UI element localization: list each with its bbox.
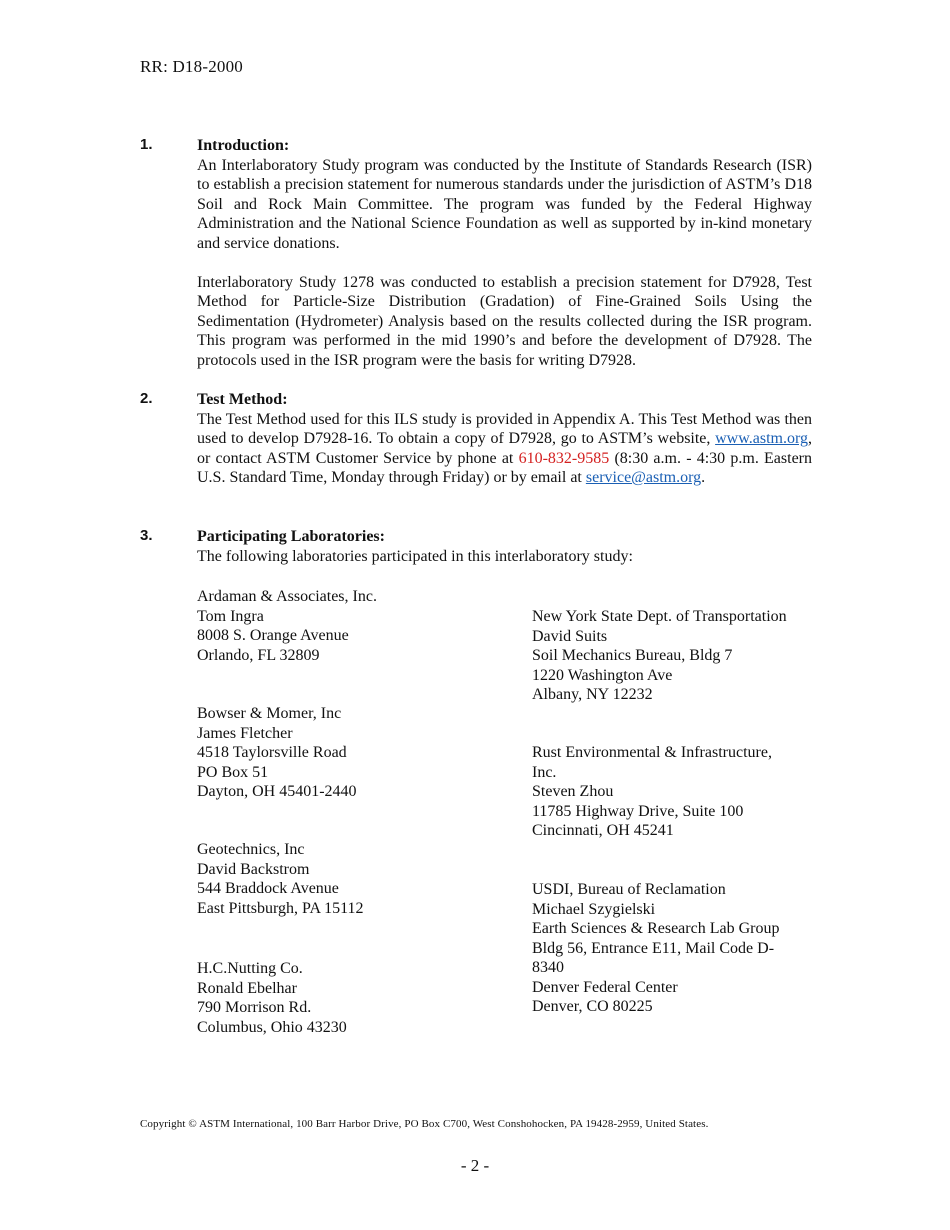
lab-department: Soil Mechanics Bureau, Bldg 7 — [532, 647, 733, 664]
section-test-method — [140, 390, 812, 488]
lab-city: East Pittsburgh, PA 15112 — [197, 899, 364, 917]
lab-contact: David Backstrom — [197, 860, 310, 878]
page-number: - 2 - — [460, 1156, 490, 1175]
lab-address: 4518 Taylorsville Road — [197, 744, 347, 761]
section-number: 2. — [140, 390, 153, 407]
lab-city: Cincinnati, OH 45241 — [532, 822, 674, 839]
lab-address: 1220 Washington Ave — [532, 666, 673, 684]
lab-contact: Steven Zhou — [532, 783, 614, 800]
email-link[interactable]: service@astm.org — [585, 469, 702, 486]
section-participating-laboratories — [140, 527, 812, 566]
lab-entry — [532, 880, 779, 1017]
paragraph-text: The Test Method used for this ILS study is provided in Appendix A. This Test Method was then used to develop D7928-16. To obtain a copy of D7928, go to ASTM’s website, — [197, 410, 812, 447]
lab-city: Albany, NY 12232 — [532, 686, 653, 703]
lab-city: Dayton, OH 45401-2440 — [197, 783, 357, 800]
section-number: 1. — [140, 136, 153, 153]
paragraph-text: . — [701, 469, 706, 486]
paragraph-text: , or contact ASTM Customer Service by phone at — [197, 430, 812, 467]
lab-city: Orlando, FL 32809 — [197, 646, 320, 664]
lab-address: 544 Braddock Avenue — [197, 880, 339, 897]
section-title: Introduction: — [197, 137, 290, 154]
lab-city: Columbus, Ohio 43230 — [197, 1018, 347, 1036]
lab-name: Ardaman & Associates, Inc. — [197, 588, 377, 605]
lab-entry — [532, 743, 772, 841]
lab-mail-code: 8340 — [532, 959, 564, 976]
paragraph-text: (8:30 a.m. - 4:30 p.m. Eastern U.S. Standard Time, Monday through Friday) or by email at — [197, 449, 813, 486]
lab-department: Earth Sciences & Research Lab Group — [532, 920, 780, 937]
lab-po-box: PO Box 51 — [197, 763, 269, 781]
lab-contact: David Suits — [532, 627, 608, 645]
lab-address: 790 Morrison Rd. — [197, 999, 312, 1016]
lab-name-continued: Inc. — [532, 763, 557, 781]
lab-contact: James Fletcher — [197, 724, 293, 742]
lab-contact: Tom Ingra — [197, 607, 264, 625]
lab-entry — [532, 607, 787, 705]
lab-name: Geotechnics, Inc — [197, 841, 305, 858]
test-method-paragraph — [197, 410, 812, 488]
lab-name: New York State Dept. of Transportation — [532, 608, 787, 625]
lab-contact: Ronald Ebelhar — [197, 979, 297, 997]
lab-entry — [197, 959, 347, 1037]
lab-name: Bowser & Momer, Inc — [197, 705, 342, 722]
lab-entry — [197, 840, 364, 918]
section-title: Test Method: — [197, 391, 288, 408]
document-id-header: RR: D18-2000 — [140, 57, 243, 76]
lab-building: Bldg 56, Entrance E11, Mail Code D- — [532, 939, 775, 957]
section-introduction — [140, 136, 812, 370]
lab-entry — [197, 704, 357, 802]
lab-contact: Michael Szygielski — [532, 900, 656, 918]
section-title: Participating Laboratories: — [197, 528, 385, 545]
lab-name: USDI, Bureau of Reclamation — [532, 881, 726, 898]
astm-website-link[interactable]: www.astm.org — [715, 430, 808, 447]
lab-city: Denver, CO 80225 — [532, 998, 653, 1015]
lab-entry — [197, 587, 377, 665]
phone-number: 610-832-9585 — [518, 449, 610, 467]
lab-name: Rust Environmental & Infrastructure, — [532, 744, 772, 761]
lab-address: 8008 S. Orange Avenue — [197, 627, 349, 644]
intro-paragraph-1: An Interlaboratory Study program was conducted by the Institute of Standards Research (ISR) to establish a precision statement for numerous standards under the jurisdiction of ASTM’s D18 Soil and Rock Main Committee. The program was funded by the Federal Highway Administration and the National Science Foundation as well as supported by in-kind monetary and service donations. — [197, 156, 812, 252]
labs-intro: The following laboratories participated in this interlaboratory study: — [197, 547, 633, 565]
copyright-footer: Copyright © ASTM International, 100 Barr Harbor Drive, PO Box C700, West Conshohocken, PA 19428-2959, United States. — [140, 1118, 709, 1130]
section-number: 3. — [140, 527, 153, 544]
lab-name: H.C.Nutting Co. — [197, 960, 303, 977]
lab-address: Denver Federal Center — [532, 978, 678, 996]
lab-address: 11785 Highway Drive, Suite 100 — [532, 802, 744, 820]
intro-paragraph-2: Interlaboratory Study 1278 was conducted to establish a precision statement for D7928, Test Method for Particle-Size Distribution (Gradation) of Fine-Grained Soils Using the Sedimentation (Hydrometer) Analysis based on the results collected during the ISR program. This program was performed in the mid 1990’s and before the development of D7928. The protocols used in the ISR program were the basis for writing D7928. — [197, 273, 812, 369]
